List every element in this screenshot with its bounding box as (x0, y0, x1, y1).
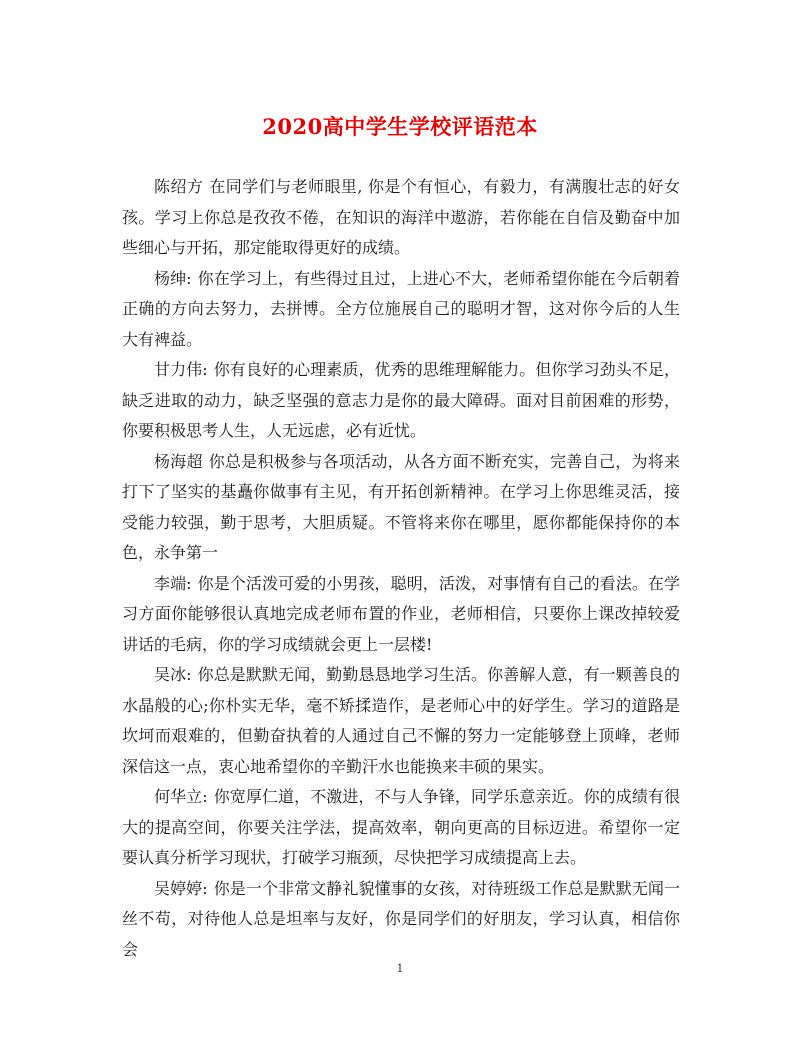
student-name: 何华立: (154, 787, 208, 806)
comment-paragraph (122, 447, 680, 569)
comment-text: 你总是积极参与各项活动，从各方面不断充实，完善自己，为将来打下了坚实的基矗你做事有主见，有开拓创新精神。在学习上你思维灵活，接受能力较强，勤于思考，大胆质疑。不管将来你在哪里，愿你都能保持你的本色，永争第一 (122, 451, 680, 562)
comment-text: 你宽厚仁道，不激进，不与人争锋，同学乐意亲近。你的成绩有很大的提高空间，你要关注学法，提高效率，朝向更高的目标迈进。希望你一定要认真分析学习现状，打破学习瓶颈，尽快把学习成绩提高上去。 (122, 787, 680, 867)
document-body (122, 172, 680, 965)
page-number: 1 (396, 962, 404, 975)
student-name: 甘力伟: (154, 360, 208, 379)
comment-text: 在同学们与老师眼里, 你是个有恒心，有毅力，有满腹壮志的好女孩。学习上你总是孜孜不倦，在知识的海洋中遨游，若你能在自信及勤奋中加些细心与开拓，那定能取得更好的成绩。 (122, 177, 680, 257)
student-name: 杨绅: (154, 268, 192, 288)
student-name: 李端: (154, 573, 192, 593)
student-name: 吴冰: (154, 665, 192, 684)
comment-paragraph (122, 660, 680, 782)
student-name: 吴婷婷: (154, 878, 208, 898)
comment-text: 你总是默默无闻，勤勤恳恳地学习生活。你善解人意，有一颗善良的水晶般的心;你朴实无华，毫不矫揉造作，是老师心中的好学生。学习的道路是坎坷而艰难的，但勤奋执着的人通过自己不懈的努力一定能够登上顶峰，老师深信这一点，衷心地希望你的辛勤汗水也能换来丰硕的果实。 (122, 665, 680, 776)
comment-paragraph (122, 172, 680, 264)
comment-paragraph (122, 782, 680, 874)
comment-paragraph (122, 264, 680, 356)
comment-paragraph (122, 355, 680, 447)
document-title: 2020高中学生学校评语范本 (262, 114, 538, 139)
comment-paragraph (122, 874, 680, 966)
comment-text: 你是一个非常文静礼貌懂事的女孩，对待班级工作总是默默无闻一丝不苟，对待他人总是坦率与友好，你是同学们的好朋友，学习认真，相信你会 (122, 878, 680, 959)
comment-text: 你在学习上，有些得过且过，上进心不大，老师希望你能在今后朝着正确的方向去努力，去拼博。全方位施展自己的聪明才智，这对你今后的人生大有裨益。 (122, 268, 680, 349)
student-name: 杨海超 (154, 451, 203, 471)
student-name: 陈绍方 (154, 177, 204, 196)
comment-text: 你有良好的心理素质，优秀的思维理解能力。但你学习劲头不足，缺乏进取的动力，缺乏坚强的意志力是你的最大障碍。面对目前困难的形势，你要积极思考人生，人无远虑，必有近忧。 (122, 360, 680, 440)
comment-paragraph (122, 569, 680, 661)
comment-text: 你是个活泼可爱的小男孩，聪明，活泼，对事情有自己的看法。在学习方面你能够很认真地完成老师布置的作业，老师相信，只要你上课改掉较爱讲话的毛病，你的学习成绩就会更上一层楼! (122, 573, 680, 654)
